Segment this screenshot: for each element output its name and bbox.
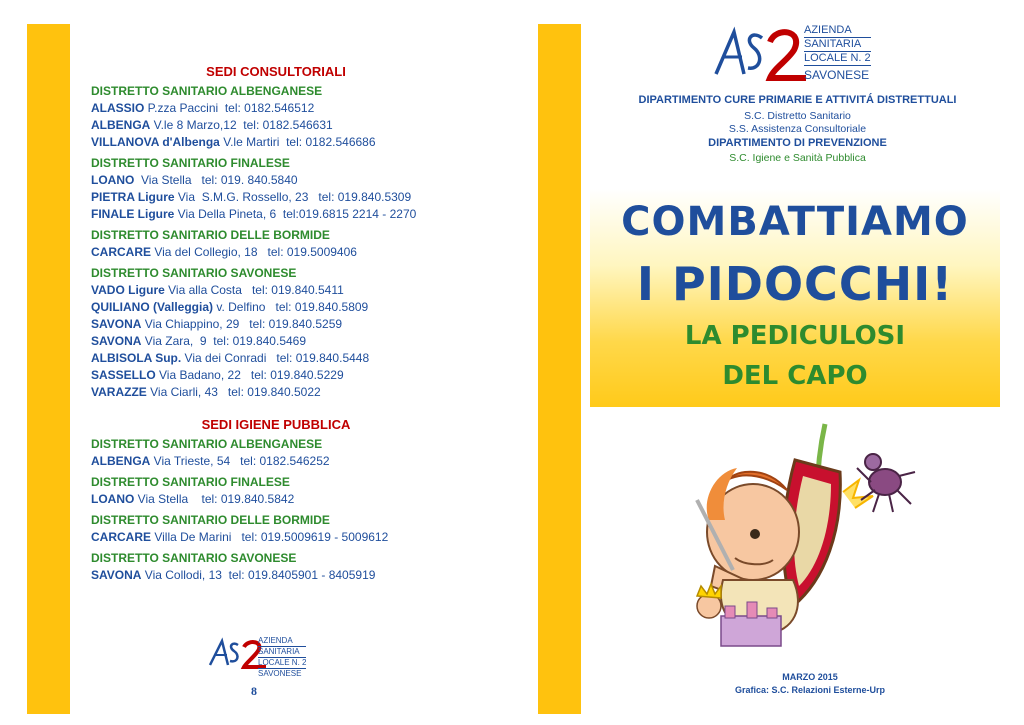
sede-city: SAVONA xyxy=(91,317,142,331)
sede-address: Via Zara, 9 tel: 019.840.5469 xyxy=(141,334,307,348)
district-block xyxy=(91,265,511,401)
logo-large-line4: SAVONESE xyxy=(804,68,870,82)
dept-distretto: S.C. Distretto Sanitario xyxy=(744,110,851,122)
middle-yellow-bar xyxy=(538,24,581,714)
district-name: DISTRETTO SANITARIO SAVONESE xyxy=(91,266,297,280)
sede-address: Via alla Costa tel: 019.840.5411 xyxy=(164,283,344,297)
sede-entry xyxy=(91,189,511,206)
sede-entry xyxy=(91,134,511,151)
logo-small-line1: AZIENDA xyxy=(258,636,306,647)
igiene-groups xyxy=(91,436,511,584)
sede-address: Via Stella tel: 019. 840.5840 xyxy=(134,173,298,187)
sede-address: V.le 8 Marzo,12 tel: 0182.546631 xyxy=(150,118,333,132)
igiene-title: SEDI IGIENE PUBBLICA xyxy=(201,417,351,432)
sede-address: Via Della Pineta, 6 tel:019.6815 2214 - 2270 xyxy=(174,207,417,221)
page-number: 8 xyxy=(251,684,257,698)
district-block xyxy=(91,436,511,470)
district-name: DISTRETTO SANITARIO DELLE BORMIDE xyxy=(91,228,330,242)
sede-address: Via Stella tel: 019.840.5842 xyxy=(134,492,295,506)
sede-address: Via Badano, 22 tel: 019.840.5229 xyxy=(155,368,344,382)
sede-entry xyxy=(91,244,511,261)
sede-address: V.le Martiri tel: 0182.546686 xyxy=(219,135,376,149)
dept-prevenzione: DIPARTIMENTO DI PREVENZIONE xyxy=(708,137,887,149)
sede-entry xyxy=(91,333,511,350)
district-block xyxy=(91,550,511,584)
footer-credit: Grafica: S.C. Relazioni Esterne-Urp xyxy=(734,685,886,695)
footer-date: MARZO 2015 xyxy=(782,672,838,682)
asl-logo-large-mark xyxy=(712,24,810,82)
sede-entry xyxy=(91,350,511,367)
dept-assistenza: S.S. Assistenza Consultoriale xyxy=(728,123,867,135)
cover-title-1: COMBATTIAMO xyxy=(621,199,969,245)
asl-logo-large-text xyxy=(804,24,871,82)
sede-address: Via S.M.G. Rossello, 23 tel: 019.840.5309 xyxy=(174,190,412,204)
sede-entry xyxy=(91,567,511,584)
cover-title-2: I PIDOCCHI! xyxy=(636,257,954,311)
sede-city: SAVONA xyxy=(91,568,142,582)
district-block xyxy=(91,474,511,508)
district-name: DISTRETTO SANITARIO FINALESE xyxy=(91,475,290,489)
sede-address: Villa De Marini tel: 019.5009619 - 5009612 xyxy=(151,530,389,544)
sede-address: P.zza Paccini tel: 0182.546512 xyxy=(144,101,315,115)
sede-entry xyxy=(91,172,511,189)
sede-city: SAVONA xyxy=(91,334,142,348)
logo-small-line3: LOCALE N. 2 xyxy=(258,658,307,667)
knight-and-louse-illustration xyxy=(675,420,925,670)
sede-entry xyxy=(91,453,511,470)
sede-entry xyxy=(91,206,511,223)
sede-address: Via Collodi, 13 tel: 019.8405901 - 8405919 xyxy=(141,568,376,582)
district-name: DISTRETTO SANITARIO SAVONESE xyxy=(91,551,297,565)
district-name: DISTRETTO SANITARIO FINALESE xyxy=(91,156,290,170)
dept-cure-primarie: DIPARTIMENTO CURE PRIMARIE E ATTIVITÁ DISTRETTUALI xyxy=(638,94,957,106)
sede-city: LOANO xyxy=(91,173,135,187)
sede-entry xyxy=(91,299,511,316)
sede-city: VADO Ligure xyxy=(91,283,165,297)
left-yellow-bar xyxy=(27,24,70,714)
sede-city: CARCARE xyxy=(91,245,151,259)
district-name: DISTRETTO SANITARIO DELLE BORMIDE xyxy=(91,513,330,527)
sede-city: QUILIANO (Valleggia) xyxy=(91,300,214,314)
sede-city: VILLANOVA d'Albenga xyxy=(91,135,220,149)
sede-city: SASSELLO xyxy=(91,368,156,382)
logo-large-line2: SANITARIA xyxy=(804,38,871,52)
consultoriali-title: SEDI CONSULTORIALI xyxy=(206,64,346,79)
sede-address: Via del Collegio, 18 tel: 019.5009406 xyxy=(151,245,357,259)
sede-city: ALBISOLA Sup. xyxy=(91,351,182,365)
sede-city: FINALE Ligure xyxy=(91,207,175,221)
sede-address: Via dei Conradi tel: 019.840.5448 xyxy=(181,351,370,365)
sede-entry xyxy=(91,367,511,384)
sede-city: ALASSIO xyxy=(91,101,145,115)
dept-igiene: S.C. Igiene e Sanità Pubblica xyxy=(729,152,866,164)
sede-city: LOANO xyxy=(91,492,135,506)
sede-entry xyxy=(91,100,511,117)
sede-entry xyxy=(91,117,511,134)
district-block xyxy=(91,155,511,223)
sede-address: Via Ciarli, 43 tel: 019.840.5022 xyxy=(146,385,321,399)
sede-address: Via Trieste, 54 tel: 0182.546252 xyxy=(150,454,330,468)
district-block xyxy=(91,227,511,261)
cover-panel xyxy=(590,189,1000,407)
sede-city: ALBENGA xyxy=(91,118,151,132)
sedi-list xyxy=(91,64,511,588)
sede-address: Via Chiappino, 29 tel: 019.840.5259 xyxy=(141,317,343,331)
asl-logo-small-text xyxy=(258,636,306,679)
logo-large-line3: LOCALE N. 2 xyxy=(804,52,871,64)
sede-city: VARAZZE xyxy=(91,385,147,399)
sede-entry xyxy=(91,384,511,401)
sede-entry xyxy=(91,282,511,299)
sede-city: ALBENGA xyxy=(91,454,151,468)
district-name: DISTRETTO SANITARIO ALBENGANESE xyxy=(91,84,323,98)
cover-subtitle-1: LA PEDICULOSI xyxy=(684,321,906,351)
district-name: DISTRETTO SANITARIO ALBENGANESE xyxy=(91,437,323,451)
asl-logo-large xyxy=(712,24,810,82)
sede-entry xyxy=(91,316,511,333)
logo-large-line1: AZIENDA xyxy=(804,24,871,38)
sede-city: PIETRA Ligure xyxy=(91,190,175,204)
sede-address: v. Delfino tel: 019.840.5809 xyxy=(213,300,369,314)
district-block xyxy=(91,512,511,546)
logo-small-line4: SAVONESE xyxy=(258,669,302,678)
cover-subtitle-2: DEL CAPO xyxy=(722,361,868,391)
sede-city: CARCARE xyxy=(91,530,151,544)
district-block xyxy=(91,83,511,151)
sede-entry xyxy=(91,529,511,546)
sede-entry xyxy=(91,491,511,508)
consultoriali-groups xyxy=(91,83,511,401)
logo-small-line2: SANITARIA xyxy=(258,647,306,658)
